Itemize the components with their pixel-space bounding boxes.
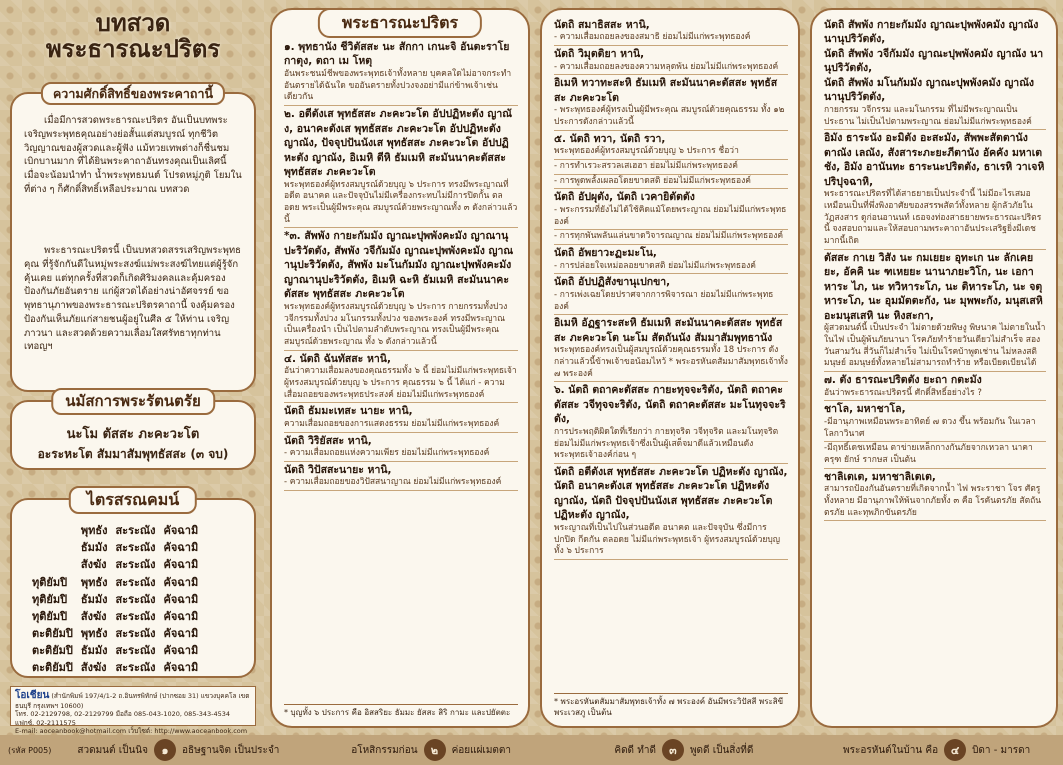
trisarana-row: [28, 608, 202, 625]
thai-translation: - ความเสื่อมถอยลงของสมาธิ ย่อมไม่มีแก่พระพุทธองค์: [554, 32, 788, 46]
trisarana-cell: สังฆัง: [80, 661, 107, 675]
trisarana-cell: ธัมมัง: [80, 592, 108, 606]
trisarana-cell: พุทธัง: [80, 627, 108, 641]
trisarana-cell: พุทธัง: [80, 524, 108, 537]
thai-translation: - การพูดพลั้งเผลอโดยขาดสติ ย่อมไม่มีแก่พระพุทธองค์: [554, 176, 788, 190]
thai-translation: -มีฤทธิ์เดชเหมือน ตาข่ายเหล็กกางกันภัยจากเหวลา นาคา ครุฑ ยักษ์ รากษส เป็นต้น: [824, 443, 1046, 468]
trisarana-cell: สังฆัง: [80, 558, 107, 572]
footer-motto: [52, 739, 305, 761]
motto-left: อโหสิกรรมก่อน: [351, 744, 418, 756]
publisher-email: E-mail: aoceanbook@hotmail.com เว็บไซต์: http://www.aoceanbook.com: [15, 727, 248, 736]
trisarana-cell: ธัมมัง: [80, 644, 108, 658]
pali-verse: ชาโล, มหาชาโล,: [824, 403, 906, 416]
motto-left: พระอรหันต์ในบ้าน คือ: [843, 744, 939, 756]
thai-translation: การประพฤติผิดใดที่เรียกว่า กายทุจริต วจีทุจริต และมโนทุจริต ย่อมไม่มีแก่พระพุทธเจ้าซึ่งเป็นผู้เสด็จมาดีแล้วเหมือนดังพระพุทธเจ้าองค์ก่อน ๆ: [554, 427, 788, 464]
namo-heading: นมัสการพระรัตนตรัย: [51, 388, 215, 415]
trisarana-cell: คัจฉามิ: [163, 541, 199, 555]
column-2-body: [284, 40, 518, 492]
namo-box: [10, 392, 256, 470]
sacred-paragraph-2: พระธารณะปริตรนี้ เป็นบทสวดสรรเสริญพระพุทธคุณ ที่รู้จักกันดีในหมู่พระสงฆ์แม่พระสงฆ์ไทยแต่ผู้รู้จักคุ้นเคย แต่ทุกครั้งที่สวดก็เกิดศิริมงคลและคุ้มครองป้องกันภัยอันตราย แก่ผู้สวดได้อย่างน่าอัศจรรย์ ขอพุทธานุภาพของพระธารณะปริตรคาถานี้ จงคุ้มครองป้องกันเห็นภัยแก่สายชนผู้อยู่ในศีล ๕ ให้ท่าน เจริญภาวนา และสวดด้วยความเลื่อมใสศรัทธาทุกท่านเทอญฯ: [24, 245, 241, 353]
trisarana-table: [28, 522, 202, 677]
pali-verse: นัตถิ วิมุตติยา หานิ,: [554, 48, 645, 61]
thai-translation: - พระพุทธองค์ผู้ทรงเป็นผู้มีพระคุณ สมบูรณ์ด้วยคุณธรรม ทั้ง ๑๒ ประการดังกล่าวแล้วนี้: [554, 105, 788, 130]
column-4-body: [824, 18, 1046, 522]
trisarana-row: [28, 574, 202, 591]
thai-translation: อันพระชนม์ชีพของพระพุทธเจ้าทั้งหลาย บุคคลใดไม่อาจกระทำอันตรายได้ฉันใด ขออันตรายทั้งปวงจงอย่ามีแก่ข้าพเจ้าเช่นเดียวกัน: [284, 69, 518, 106]
footer-motto: [810, 739, 1063, 761]
pali-verse: นัตถิ สัพพัง กายะกัมมัง ญาณะปุพพังคมัง ญาณัง นานุปริวัตตัง,: [824, 19, 1039, 46]
pali-verse: นัตถิ ธัมมะเทสะ นายะ หานิ,: [284, 405, 413, 418]
trisarana-cell: ทุติยัมปิ: [32, 609, 68, 623]
pali-verse: นัตถิ อตีตังเส พุทธัสสะ ภะคะวะโต ปฏิหะตัง ญาณัง, นัตถิ อนาคะตังเส พุทธัสสะ ภะคะวะโต ปฏิหะตัง ญาณัง, นัตถิ ปัจจุปปันนังเส พุทธัสสะ ภะคะวะโต ปฏิหะตัง ญาณัง,: [554, 465, 788, 522]
trisarana-cell: [28, 522, 77, 539]
column-3-footnote: * พระอรหันตสัมมาสัมพุทธเจ้าทั้ง ๗ พระองค์ อันมีพระวิปัสสี พระสิขี พระเวสภู เป็นต้น: [554, 693, 788, 718]
page-number-badge: ๒: [424, 739, 446, 761]
title-line-1: บทสวด: [95, 9, 171, 37]
pali-verse: ๖. นัตถิ ตถาคะตัสสะ กายะทุจจะริตัง, นัตถิ ตถาคะตัสสะ วจีทุจจะริตัง, นัตถิ ตถาคะตัสสะ มะโนทุจจะริตัง,: [554, 384, 786, 426]
footer-motto: [558, 739, 811, 761]
trisarana-cell: [28, 539, 77, 556]
thai-translation: - การทำเรวะสรวลเสเฮฮา ย่อมไม่มีแก่พระพุทธองค์: [554, 161, 788, 175]
motto-right: พูดดี เป็นสิ่งที่ดี: [689, 744, 754, 756]
trisarana-cell: สังฆัง: [80, 609, 107, 623]
trisarana-cell: สะระณัง: [115, 627, 156, 641]
trisarana-row: [28, 522, 202, 539]
thai-translation: พระพุทธองค์ผู้ทรงสมบูรณ์ด้วยบุญ ๖ ประการ ชื่อว่า: [554, 146, 788, 160]
trisarana-row: [28, 625, 202, 642]
pali-verse: ๗. ตัง ธารณะปริตตัง ยะถา กตะมัง: [824, 374, 982, 387]
trisarana-cell: คัจฉามิ: [163, 524, 199, 537]
column-3: [540, 8, 800, 728]
pali-verse: นัตถิ อัพยาวะฏะมะโน,: [554, 247, 657, 260]
column-4: [810, 8, 1058, 728]
namo-line-2: อะระหะโต สัมมาสัมพุทธัสสะ (๓ จบ): [37, 447, 229, 461]
main-title: [6, 10, 260, 63]
pali-verse: ๔. นัตถิ ฉันทัสสะ หานิ,: [284, 352, 391, 365]
trisarana-row: [28, 591, 202, 608]
motto-right: บิดา - มารดา: [972, 744, 1031, 756]
publisher-box: [10, 686, 256, 736]
thai-translation: - การปล่อยใจเหม่อลอยขาดสติ ย่อมไม่มีแก่พระพุทธองค์: [554, 261, 788, 275]
footer-motto: [305, 739, 558, 761]
publisher-logo: โอเชียน: [15, 690, 50, 701]
thai-translation: - การเพ่งเฉยโดยปราศจากการพิจารณา ย่อมไม่มีแก่พระพุทธองค์: [554, 290, 788, 315]
trisarana-cell: คัจฉามิ: [163, 592, 199, 606]
trisarana-cell: [28, 556, 77, 573]
motto-right: อธิษฐานจิต เป็นประจำ: [182, 744, 280, 756]
trisarana-cell: สะระณัง: [115, 524, 156, 537]
trisarana-cell: พุทธัง: [80, 575, 108, 589]
pali-verse: นัตถิ สัพพัง วจีกัมมัง ญาณะปุพพังคมัง ญาณัง นานุปริวัตตัง,: [824, 47, 1044, 75]
trisarana-cell: ทุติยัมปิ: [32, 575, 68, 589]
sacred-paragraph-1: เมื่อมีการสวดพระธารณะปริตร อันเป็นบทพระเจริญพระพุทธคุณอย่างย่อสั้นแต่สมบูรณ์ ทุกชีวิตวิญญาณของผู้สวดและผู้ฟัง แม้ทวยเทพต่างก็ชื่นชมเบิกบานมาก ที่ได้ยินพระคาถาอันทรงคุณเป็นเลิศนี้ เมื่อจะน้อมนำทำ น้ำพระพุทธมนต์ โปรดหมู่ภูติ โยมในที่ต่าง ๆ ก็ศักดิ์สิทธิ์เหลือประมาณ บทสวด: [24, 115, 242, 195]
thai-translation: - ความเสื่อมถอยลงของความหลุดพ้น ย่อมไม่มีแก่พระพุทธองค์: [554, 62, 788, 76]
trisarana-cell: คัจฉามิ: [163, 558, 199, 572]
pali-verse: นัตถิ สมาธิสสะ หานิ,: [554, 19, 650, 31]
pali-verse: อิมัง ธาระนัง อะมิตัง อะสะมัง, สัพพะสัตตานัง ตาณัง เลณัง, สังสาระภะยะภีตานัง อัคคัง มหาเตชัง, อิมัง อานันทะ ธาระนะปริตตัง, ธาเรหิ วาเจหิ ปริปุจฉาหิ,: [824, 132, 1045, 188]
pali-verse: นัตถิ อัปผุตัง, นัตถิ เวคายิตัตตัง: [554, 191, 695, 204]
thai-translation: ความเสื่อมถอยของการแสดงธรรม ย่อมไม่มีแก่พระพุทธองค์: [284, 419, 518, 433]
page-number-badge: ๑: [154, 739, 176, 761]
thai-translation: พระพุทธองค์ผู้ทรงสมบูรณ์ด้วยบุญ ๖ ประการ กายกรรมทั้งปวง วจีกรรมทั้งปวง มโนกรรมทั้งปวง ของพระองค์ ทรงมีพระญาณเป็นเครื่องนำ เป็นไปตามลำดับพระญาณ ทรงเป็นผู้มีพระคุณสมบูรณ์ด้วยพระญาณ ทั้ง ๖ ดังกล่าวแล้วนี้: [284, 302, 518, 351]
trisarana-cell: สะระณัง: [115, 592, 156, 606]
thai-translation: พระพุทธองค์ทรงเป็นผู้สมบูรณ์ด้วยคุณธรรมทั้ง 18 ประการ ดังกล่าวแล้วนี้ข้าพเจ้าขอน้อมไหว้ * พระอรหันตสัมมาสัมพุทธเจ้าทั้ง ๗ พระองค์: [554, 345, 788, 382]
trisarana-cell: คัจฉามิ: [163, 575, 199, 589]
thai-translation: -มีอานุภาพเหมือนพระอาทิตย์ ๗ ดวง ขึ้น พร้อมกัน ในเวลาโลกาวินาศ: [824, 417, 1046, 442]
footer-bar: [0, 735, 1063, 765]
namo-line-1: นะโม ตัสสะ ภะคะวะโต: [66, 427, 200, 442]
motto-left: คิดดี ทำดี: [614, 744, 656, 756]
thai-translation: พระญาณที่เป็นไปในส่วนอดีต อนาคต และปัจจุบัน ซึ่งมีการปกปิด กีดกัน ตลอดย ไม่มีแก่พระพุทธเจ้า ผู้ทรงสมบูรณ์ด้วยบุญทั้ง ๖ ประการ: [554, 523, 788, 560]
pali-verse: นัตถิ อัปปฏิสังขานุเปกขา,: [554, 276, 671, 289]
footer-items: [52, 739, 1063, 761]
page-number-badge: ๔: [944, 739, 966, 761]
left-column: [6, 8, 260, 736]
thai-translation: อันว่าความเสื่อมลงของคุณธรรมทั้ง ๖ นี้ ย่อมไม่มีแก่พระพุทธเจ้า ผู้ทรงสมบูรณ์ด้วยบุญ ๖ ประการ คุณธรรม ๖ นี้ ได้แก่ - ความเสื่อมถอยของพระพุทธประสงค์ ย่อมไม่มีแก่พระพุทธองค์: [284, 366, 518, 403]
trisarana-cell: สะระณัง: [115, 661, 156, 675]
trisarana-cell: ตะติยัมปิ: [32, 627, 73, 641]
trisarana-box: [10, 490, 256, 678]
trisarana-cell: ธัมมัง: [80, 541, 108, 555]
column-2-title: พระธารณะปริตร: [318, 8, 482, 38]
trisarana-cell: สะระณัง: [115, 644, 156, 658]
thai-translation: ผู้สวดมนต์นี้ เป็นประจำ ไม่ตายด้วยพิษงู พิษนาค ไม่ตายในน้ำ ในไฟ เป็นผู้พ้นภัยนานา โรคภัยทำร้ายวันเดียวไม่สำเร็จ สองวันสามวัน สี่วันก็ไม่สำเร็จ ไม่เป็นโรคบ้าพูดเช่าน ไม่หลงสติ มนุษย์ อมนุษย์ทั้งหลายไม่สามารถทำร้าย หรือเบียดเบียนได้: [824, 323, 1046, 372]
motto-right: ค่อยแผ่เมตตา: [451, 744, 512, 756]
trisarana-heading: ไตรสรณคมน์: [69, 486, 197, 514]
pali-verse: อิเมหิ อัฏฐาระสะหิ ธัมเมหิ สะมันนาคะตัสสะ พุทธัสสะ ภะคะวะโต นะโม สัตถันนัง สัมมาสัมพุทธานัง: [554, 317, 783, 344]
trisarana-row: [28, 642, 202, 659]
column-2: [270, 8, 530, 728]
thai-translation: พระพุทธองค์ผู้ทรงสมบูรณ์ด้วยบุญ ๖ ประการ ทรงมีพระญาณที่อดีต อนาคต และปัจจุบันไม่มีเครื่องกระทบไม่มีการปิดกั้น ตลอดย พระเป็นผู้มีพระคุณ สมบูรณ์ด้วยพระญาณทั้ง ๓ ดังกล่าวแล้วนี้: [284, 180, 518, 229]
pali-verse: อิเมหิ ทวาทะสะหิ ธัมเมหิ สะมันนาคะตัสสะ พุทธัสสะ ภะคะวะโต: [554, 77, 778, 104]
thai-translation: - การทุกพันพลันแล่นขาดวิจารณญาณ ย่อมไม่มีแก่พระพุทธองค์: [554, 231, 788, 245]
thai-translation: อันว่าพระธารณะปริตรนี้ ศักดิ์สิทธิ์อย่างไร ?: [824, 388, 1046, 402]
trisarana-cell: คัจฉามิ: [163, 661, 199, 675]
sacred-heading: ความศักดิ์สิทธิ์ของพระคาถานี้: [41, 82, 225, 105]
trisarana-cell: คัจฉามิ: [163, 609, 199, 623]
trisarana-row: [28, 556, 202, 573]
thai-translation: สามารถป้องกันอันตรายที่เกิดจากน้ำ ไฟ พระราชา โจร ศัตรูทั้งหลาย มีอานุภาพให้พ้นจากภัยทั้ง ๓ คือ โรคันตรภัย สัตถันตรภัย และทุพภิกขันตรภัย: [824, 484, 1046, 521]
thai-translation: พระธารณะปริตรที่ได้สาธยายเป็นประจำนี้ ไม่มีอะไรเสมอเหมือนเป็นที่พึ่งพิงอาศัยของสรรพสัตว์ทั้งหลาย ผู้กลัวภัยในวัฏสงสาร ดูก่อนอานนท์ เธอจงท่องสาธยายพระธารณะปริตรนี้ จงสอบถามและให้สอบถามพระคาถาอันประเสริฐยิ่งมีเดชมากนี้เถิด: [824, 189, 1046, 250]
thai-translation: - ความเสื่อมถอยแห่งความเพียร ย่อมไม่มีแก่พระพุทธองค์: [284, 448, 518, 462]
thai-translation: - ความเสื่อมถอยของวิปัสสนาญาณ ย่อมไม่มีแก่พระพุทธองค์: [284, 477, 518, 491]
pali-verse: นัตถิ สัพพัง มโนกัมมัง ญาณะปุพพังคมัง ญาณัง นานุปริวัตตัง,: [824, 76, 1035, 104]
trisarana-cell: สะระณัง: [115, 558, 156, 572]
pali-verse: ๑. พุทธานัง ชีวิตัสสะ นะ สักกา เกนะจิ อันตะราโย กาตุง, ตถา เม โหตุ: [284, 41, 510, 68]
trisarana-cell: คัจฉามิ: [163, 644, 199, 658]
publisher-address: (สำนักพิมพ์ 197/4/1-2 ถ.อินทรพิทักษ์ (ปากซอย 31) แขวงบุคคโล เขตธนบุรี กรุงเทพฯ 10600): [15, 692, 250, 710]
trisarana-cell: สะระณัง: [115, 575, 156, 589]
thai-translation: - พระกรรมที่ยังไม่ได้ใช้คิดแม้โดยพระญาณ ย่อมไม่มีแก่พระพุทธองค์: [554, 205, 788, 230]
motto-left: สวดมนต์ เป็นนิจ: [77, 744, 148, 756]
pali-verse: ชาลิเตเต, มหาชาลิเตเต,: [824, 470, 936, 483]
product-code: (รหัส P005): [8, 745, 52, 755]
thai-translation: กายกรรม วจีกรรม และมโนกรรม ที่ไม่มีพระญาณเป็นประธาน ไม่เป็นไปตามพระญาณ ย่อมไม่มีแก่พระพุทธองค์: [824, 105, 1046, 130]
trisarana-row: [28, 539, 202, 556]
pali-verse: ๒. อตีตังเส พุทธัสสะ ภะคะวะโต อัปปฏิหะตัง ญาณัง, อนาคะตังเส พุทธัสสะ ภะคะวะโต อัปปฏิหะตัง ญาณัง, ปัจจุปปันนังเส พุทธัสสะ ภะคะวะโต อัปปฏิหะตัง ญาณัง, อิเมหิ ตีหิ ธัมเมหิ สะมันนาคะตัสสะ พุทธัสสะ ภะคะวะโต: [284, 108, 512, 179]
trisarana-cell: ตะติยัมปิ: [32, 661, 73, 675]
column-3-body: [554, 18, 788, 561]
pali-verse: นัตถิ วิปัสสะนายะ หานิ,: [284, 463, 392, 476]
title-line-2: พระธารณะปริตร: [45, 35, 221, 64]
trisarana-cell: สะระณัง: [115, 541, 156, 555]
column-2-footnote: * บุญทั้ง ๖ ประการ คือ อิสสริยะ ธัมมะ ยัสสะ สิริ กามะ และปยัตตะ: [284, 704, 518, 718]
pali-verse: *๓. สัพพัง กายะกัมมัง ญาณะปุพพังคะมัง ญาณานุปะริวัตตัง, สัพพัง วจีกัมมัง ญาณะปุพพังคะมัง ญาณานุปะริวัตตัง, สัพพัง มะโนกัมมัง ญาณะปุพพังคะมัง ญาณานุปะริวัตตัง, อิเมหิ ฉะหิ ธัมเมหิ สะมันนาคะตัสสะ พุทธัสสะ ภะคะวะโต: [284, 230, 514, 301]
trisarana-cell: สะระณัง: [115, 609, 156, 623]
pali-verse: ตัสสะ กาเย วิสัง นะ กมเยยะ อุทะเก นะ ลักเคยยะ, อัคคิ นะ ฑเหยยะ นานาภยะวิโก, นะ เอกาหาระ ไภ, นะ ทวิหาระโภ, นะ ติหาระโภ, นะ จตุหาระโภ, นะ อุมมัตตะกัง, นะ มุพพะกัง, มนุสเสหิ อะมนุสเสหิ นะ หิงสะกา,: [824, 251, 1043, 322]
trisarana-cell: ทุติยัมปิ: [32, 592, 68, 606]
publisher-phones: โทร. 02-2129798, 02-2129799 มือถือ 085-043-1020, 085-343-4534 แฟกซ์. 02-2111575: [15, 710, 231, 727]
trisarana-cell: ตะติยัมปิ: [32, 644, 73, 658]
trisarana-row: [28, 659, 202, 676]
trisarana-cell: คัจฉามิ: [163, 627, 199, 641]
pali-verse: นัตถิ วิริยัสสะ หานิ,: [284, 434, 372, 447]
page-number-badge: ๓: [662, 739, 684, 761]
sacred-box: [10, 86, 256, 392]
pali-verse: ๕. นัตถิ ทวา, นัตถิ รวา,: [554, 132, 666, 145]
